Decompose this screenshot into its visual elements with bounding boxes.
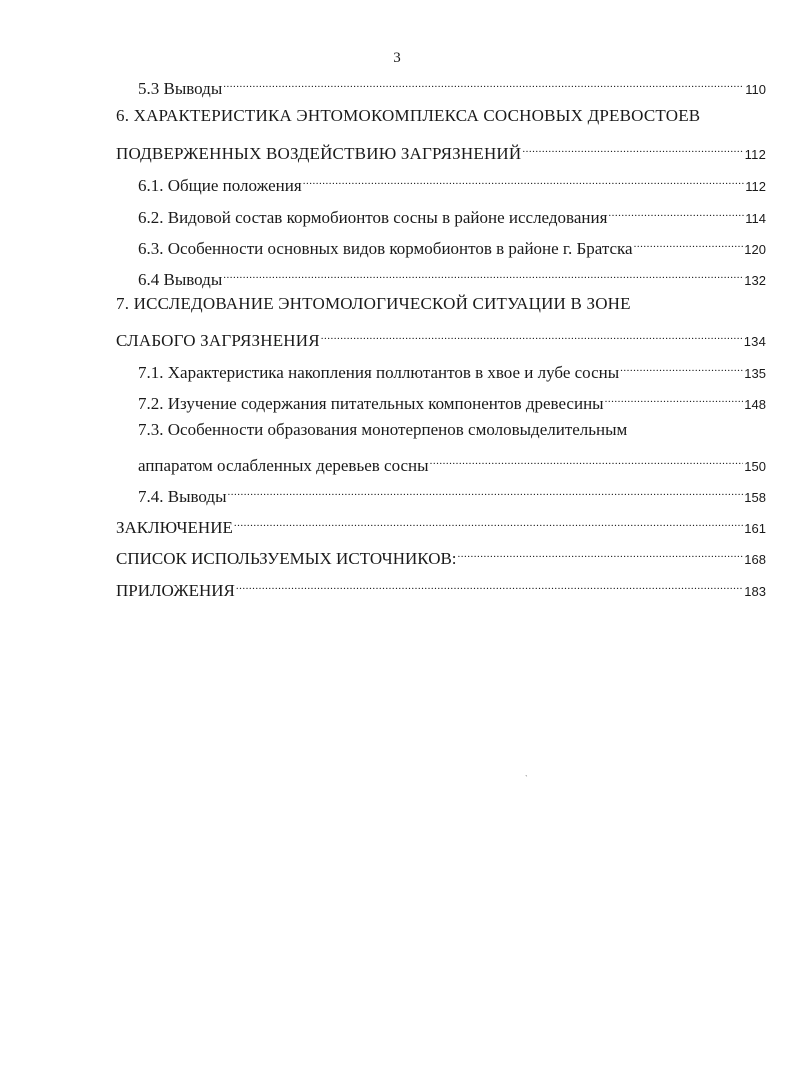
toc-entry-page: 168 (744, 552, 766, 567)
toc-leader-dots (605, 389, 744, 409)
toc-entry-conclusion[interactable] (116, 513, 766, 539)
toc-entry-6-3[interactable] (138, 234, 766, 260)
toc-leader-dots (223, 74, 744, 94)
page-number: 3 (393, 50, 401, 66)
toc-entry-7-3[interactable] (138, 451, 766, 477)
toc-entry-6-title-line1[interactable]: 6. ХАРАКТЕРИСТИКА ЭНТОМОКОМПЛЕКСА СОСНОВЫХ ДРЕВОСТОЕВ (116, 106, 701, 125)
toc-entry-page: 112 (745, 179, 766, 194)
toc-entry-title: 6.4 Выводы (138, 270, 223, 289)
toc-leader-dots (608, 203, 744, 223)
toc-leader-dots (458, 544, 744, 564)
toc-entry-7-2[interactable] (138, 389, 766, 415)
scan-artifact-mark: ` (525, 774, 528, 783)
toc-entry-title: 6.2. Видовой состав кормобионтов сосны в районе исследования (138, 208, 608, 227)
toc-leader-dots (321, 326, 743, 346)
toc-entry-page: 161 (744, 521, 766, 536)
toc-entry-page: 183 (744, 584, 766, 599)
toc-leader-dots (620, 358, 743, 378)
toc-leader-dots (228, 482, 744, 502)
toc-entry-title: 7.2. Изучение содержания питательных компонентов древесины (138, 394, 604, 413)
toc-entry-page: 135 (744, 366, 766, 381)
toc-entry-6-4[interactable] (138, 265, 766, 291)
toc-entry-title: аппаратом ослабленных деревьев сосны (138, 456, 429, 475)
toc-entry-7-title-line1[interactable]: 7. ИССЛЕДОВАНИЕ ЭНТОМОЛОГИЧЕСКОЙ СИТУАЦИИ В ЗОНЕ (116, 294, 631, 313)
toc-entry-title: 7.1. Характеристика накопления поллютантов в хвое и лубе сосны (138, 363, 620, 382)
toc-entry-7[interactable] (116, 326, 766, 352)
toc-leader-dots (223, 265, 743, 285)
toc-entry-page: 150 (744, 459, 766, 474)
toc-entry-references[interactable] (116, 544, 766, 570)
toc-leader-dots (236, 576, 743, 596)
toc-entry-title: 7.4. Выводы (138, 487, 227, 506)
toc-entry-page: 132 (744, 273, 766, 288)
toc-entry-title: ПОДВЕРЖЕННЫХ ВОЗДЕЙСТВИЮ ЗАГРЯЗНЕНИЙ (116, 144, 522, 163)
toc-entry-7-3-title-line1[interactable]: 7.3. Особенности образования монотерпенов смоловыделительным (138, 420, 628, 439)
toc-entry-7-4[interactable] (138, 482, 766, 508)
toc-entry-6-2[interactable] (138, 203, 766, 229)
toc-leader-dots (430, 451, 744, 471)
toc-entry-page: 158 (744, 490, 766, 505)
toc-leader-dots (634, 234, 744, 254)
toc-entry-title: ПРИЛОЖЕНИЯ (116, 581, 235, 600)
toc-entry-6[interactable] (116, 139, 766, 165)
toc-entry-page: 148 (744, 397, 766, 412)
toc-leader-dots (303, 171, 745, 191)
toc-entry-title: 5.3 Выводы (138, 79, 223, 98)
toc-entry-7-1[interactable] (138, 358, 766, 384)
toc-entry-appendices[interactable] (116, 576, 766, 602)
toc-entry-page: 110 (745, 82, 766, 97)
toc-entry-title: 6.1. Общие положения (138, 176, 302, 195)
toc-entry-page: 134 (743, 334, 766, 349)
toc-entry-page: 112 (744, 147, 766, 162)
toc-entry-title: СЛАБОГО ЗАГРЯЗНЕНИЯ (116, 331, 320, 350)
toc-entry-title: 6.3. Особенности основных видов кормобионтов в районе г. Братска (138, 239, 633, 258)
toc-entry-page: 120 (744, 242, 766, 257)
toc-entry-page: 114 (745, 211, 766, 226)
toc-leader-dots (234, 513, 743, 533)
toc-entry-6-1[interactable] (138, 171, 766, 197)
toc-entry-5-3[interactable] (138, 74, 766, 100)
toc-entry-title: ЗАКЛЮЧЕНИЕ (116, 518, 233, 537)
toc-entry-title: СПИСОК ИСПОЛЬЗУЕМЫХ ИСТОЧНИКОВ: (116, 549, 457, 568)
toc-leader-dots (522, 139, 743, 159)
